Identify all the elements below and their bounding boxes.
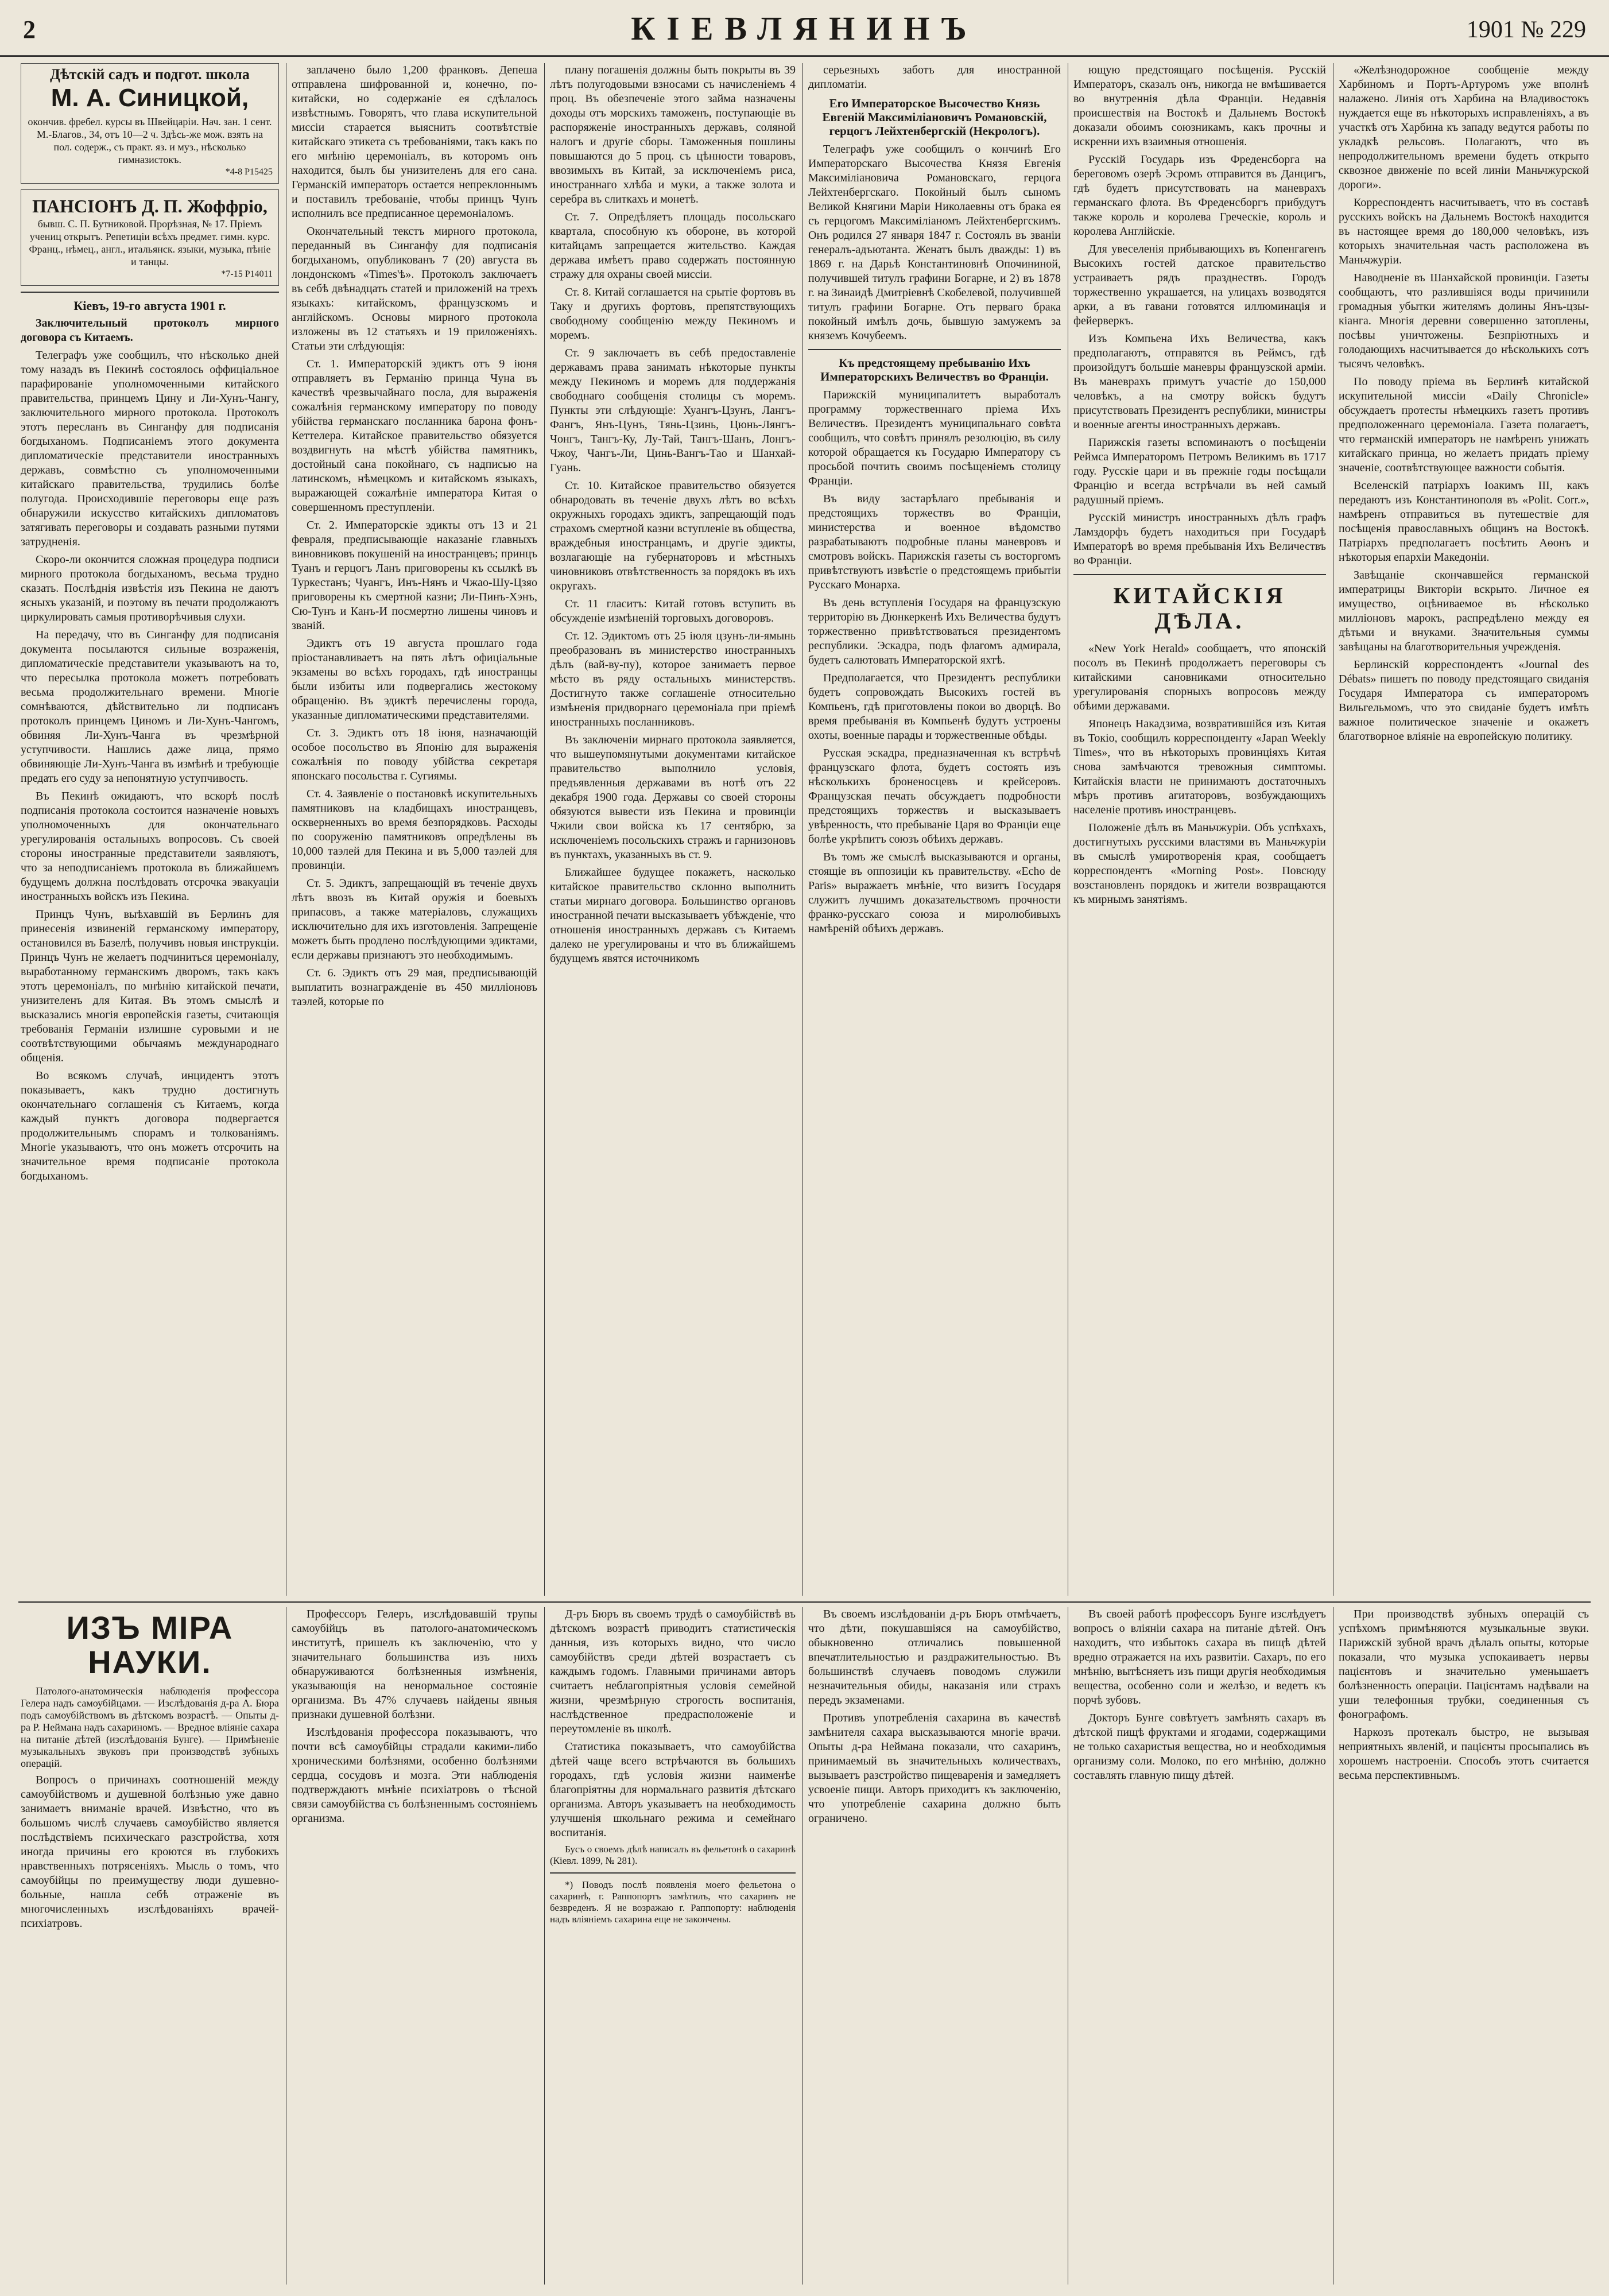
column-2 bbox=[292, 63, 537, 1595]
paragraph: Докторъ Бунге совѣтуетъ замѣнять сахаръ въ дѣтской пищѣ фруктами и ягодами, содержащими не только сахаристыя вещества, но и необходимыя организму соли. Молоко, по его мнѣнію, должно составлять главную пищу дѣтей. bbox=[1073, 1712, 1326, 1782]
ad-text: бывш. С. П. Бутниковой. Прорѣзная, № 17. Пріемъ учениц открытъ. Репетиціи всѣхъ предмет. гимн. курс. Франц., нѣмец., англ., итальянск. языки, музыка, пѣніе и танцы. bbox=[29, 218, 271, 267]
paragraph: Статистика показываетъ, что самоубійства дѣтей чаще всего встрѣчаются въ большихъ городахъ, гдѣ условія жизни наименѣе благопріятны для нормальнаго развитія дѣтскаго организма. Авторъ указываетъ на необходимость улучшенія школьнаго режима и семейнаго воспитанія. bbox=[550, 1740, 796, 1839]
obituary-headline: Его Императорское Высочество Князь Евгеній Максиміліановичъ Романовскій, герцогъ Лейхтенбергскій (Некрологъ). bbox=[822, 96, 1047, 138]
paragraph: Русскій министръ иностранныхъ дѣлъ графъ Ламздорфъ будетъ находиться при Государѣ Императорѣ во время пребыванія Ихъ Величествъ во Франціи. bbox=[1073, 511, 1326, 567]
paragraph: По поводу пріема въ Берлинѣ китайской искупительной миссіи «Daily Chronicle» обсуждаетъ протесты нѣмецкихъ газетъ противъ предположеннаго церемоніала. Газета полагаетъ, что германскій императоръ не намѣренъ унижать китайскаго принца, но желаетъ придать пріему значеніе, соотвѣтствующее важности событія. bbox=[1339, 375, 1589, 474]
column-4 bbox=[808, 63, 1061, 1595]
feuilleton-column-6 bbox=[1339, 1607, 1589, 2285]
column-rule bbox=[544, 63, 545, 1596]
paragraph: Наркозъ протекалъ быстро, не вызывая неприятныхъ явленій, и пацієнты просыпались въ хорошемъ настроеніи. Способъ этотъ считается весьма перспективнымъ. bbox=[1339, 1726, 1589, 1782]
paragraph: «Желѣзнодорожное сообщеніе между Харбиномъ и Портъ-Артуромъ уже вполнѣ налажено. Линія отъ Харбина на Владивостокъ нуждается еще въ нѣкоторыхъ исправленіяхъ, а въ участкѣ отъ Харбина къ западу ведутся работы по укладкѣ рельсовъ. Полагаютъ, что въ непродолжительномъ времени будетъ открыто сквозное движеніе по всей линіи Маньчжурской дороги». bbox=[1339, 64, 1589, 191]
paragraph: «New York Herald» сообщаетъ, что японскій посолъ въ Пекинѣ продолжаетъ переговоры съ китайскими сановниками относительно урегулированія спорныхъ вопросовъ между обѣими державами. bbox=[1073, 642, 1326, 712]
paragraph: Наводненіе въ Шанхайской провинціи. Газеты сообщаютъ, что разлившіяся воды причинили громадныя убытки жителямъ долины Янъ-цзы-кіанга. Многія деревни совершенно затоплены, посѣвы уничтожены. Безпріютныхъ и голодающихъ насчитывается до нѣсколькихъ сотъ тысячъ человѣкъ. bbox=[1339, 272, 1589, 370]
column-5 bbox=[1073, 63, 1326, 1595]
paragraph: Телеграфъ уже сообщилъ о кончинѣ Его Императорскаго Высочества Князя Евгенія Максиміліановича Романовскаго, герцога Лейхтенбергскаго. Покойный былъ сыномъ Великой Княгини Маріи Николаевны отъ брака ея съ герцогомъ Максиміліаномъ Лейхтенбергскимъ. Онъ родился 27 января 1847 г. Состоялъ въ званіи генералъ-адъютанта. Женатъ былъ дважды: 1) въ 1869 г. на Дарьѣ Константиновнѣ Опочининой, получившей титулъ графини Богарне, и 2) въ 1878 г. на Зинаидѣ Дмитріевнѣ Скобелевой, получившей титулъ графини Богарне. Отъ перваго брака покойный имѣлъ дочь, бывшую замужемъ за княземъ Кочубеемъ. bbox=[808, 143, 1061, 342]
advertisement-kindergarten bbox=[21, 63, 279, 184]
feuilleton-rule bbox=[18, 1601, 1591, 1603]
paragraph: Ст. 12. Эдиктомъ отъ 25 іюля цзунъ-ли-ямынь преобразованъ въ министерство иностранныхъ дѣлъ (вай-ву-пу), которое занимаетъ первое мѣсто въ ряду остальныхъ министерствъ. Достигнуто также соглашеніе относительно измѣненія придворнаго церемоніала при пріемѣ иностранныхъ посланниковъ. bbox=[550, 630, 796, 728]
paragraph: Ст. 11 гласитъ: Китай готовъ вступить въ обсужденіе измѣненій торговыхъ договоровъ. bbox=[550, 598, 796, 625]
paragraph: Въ заключеніи мирнаго протокола заявляется, что вышеупомянутыми документами китайское правительство выполнило условія, предъявленныя державами въ нотѣ отъ 22 декабря 1900 года. Державы со своей стороны обязуются вывести изъ Пекина и провинціи Чжили свои войска къ 17 сентябрю, за исключеніемъ посольскихъ стражъ и гарнизоновъ въ пунктахъ, указанныхъ въ ст. 9. bbox=[550, 734, 796, 861]
column-rule bbox=[802, 1607, 803, 2285]
paragraph: Вопросъ о причинахъ соотношеній между самоубійствомъ и душевной болѣзнью уже давно занимаетъ вниманіе врачей. Извѣстно, что въ большомъ числѣ случаевъ самоубійство является послѣдствіемъ психическаго разстройства, хотя иногда причины его кроются въ глубокихъ нравственныхъ потрясеніяхъ. Мысль о томъ, что самоубійцы по преимуществу люди душевно-больные, нашла себѣ отраженіе въ многочисленныхъ изслѣдованіяхъ врачей-психіатровъ. bbox=[21, 1774, 279, 1930]
paragraph: Въ Пекинѣ ожидаютъ, что вскорѣ послѣ подписанія протокола состоится назначеніе новыхъ уполномоченныхъ для окончательнаго урегулированія остальныхъ вопросовъ. Съ своей стороны иностранные представители заявляютъ, что за неподписаніемъ протокола въ ближайшемъ будущемъ должна послѣдовать отсрочка эвакуаціи иностранныхъ войскъ изъ Пекина. bbox=[21, 790, 279, 903]
newspaper-title: КІЕВЛЯНИНЪ bbox=[631, 10, 978, 47]
paragraph: Противъ употребленія сахарина въ качествѣ замѣнителя сахара высказываются многіе врачи. Опыты д-ра Неймана показали, что сахаринъ, принимаемый въ значительныхъ количествахъ, вызываетъ разстройство пищеваренія и замедляетъ усвоеніе пищи. Авторъ приходитъ къ заключенію, что употребленіе сахарина должно быть ограничено. bbox=[808, 1712, 1061, 1825]
section-heading-china: КИТАЙСКІЯ ДѢЛА. bbox=[1113, 583, 1286, 634]
paragraph: Парижскія газеты вспоминаютъ о посѣщеніи Реймса Императоромъ Петромъ Великимъ въ 1717 году. Русскіе цари и въ прежніе годы посѣщали Францію и всегда встрѣчали въ ней самый радушный пріемъ. bbox=[1073, 436, 1326, 506]
divider bbox=[808, 349, 1061, 350]
ad-code: *4-8 Р15425 bbox=[225, 167, 273, 177]
paragraph: Положеніе дѣлъ въ Маньчжуріи. Объ успѣхахъ, достигнутыхъ русскими властями въ Маньчжуріи въ смыслѣ умиротворенія края, сообщаетъ корреспондентъ «Morning Post». Повсюду возстановленъ порядокъ и жители возвращаются къ мирнымъ занятіямъ. bbox=[1073, 821, 1326, 906]
paragraph: плану погашенія должны быть покрыты въ 39 лѣтъ полугодовыми взносами съ начисленіемъ 4 проц. Въ обезпеченіе этого займа назначены доходы отъ морскихъ таможенъ, поступающіе въ распоряженіе иностранныхъ державъ, соляной налогъ и другіе сборы. Таможенныя пошлины повышаются до 5 проц. съ цѣнности товаровъ, ввозимыхъ въ Китай, за исключеніемъ риса, иностраннаго хлѣба и муки, а также золота и серебра въ слиткахъ и монетѣ. bbox=[550, 64, 796, 205]
source-note: Бусъ о своемъ дѣлѣ написалъ въ фельетонѣ о сахаринѣ (Кіевл. 1899, № 281). bbox=[550, 1844, 796, 1866]
footnote: *) Поводъ послѣ появленія моего фельетона о сахаринѣ, г. Раппопортъ замѣтилъ, что сахаринъ не безвреденъ. Я не возражаю г. Раппопорту: наблюденія надъ вліяніемъ сахарина еще не закончены. bbox=[550, 1879, 796, 1925]
paragraph: Японецъ Накадзима, возвратившійся изъ Китая въ Токіо, сообщилъ корреспонденту «Japan Weekly Times», что въ нѣкоторыхъ провинціяхъ Китая снова замѣчаются тревожныя симптомы. Китайскія власти не принимаютъ достаточныхъ мѣръ противъ агитаторовъ, возбуждающихъ населеніе противъ иностранцевъ. bbox=[1073, 718, 1326, 816]
paragraph: Въ томъ же смыслѣ высказываются и органы, стоящіе въ оппозиціи къ правительству. «Echo de Paris» выражаетъ мнѣніе, что визитъ Государя служитъ лучшимъ доказательствомъ прочности франко-русскаго союза и миролюбивыхъ намѣреній обѣихъ державъ. bbox=[808, 851, 1061, 935]
paragraph: Ближайшее будущее покажетъ, насколько китайское правительство склонно выполнить статьи мирнаго договора. Большинство органовъ иностранной печати высказываетъ убѣжденіе, что отношенія иностранныхъ державъ съ Китаемъ далеко не урегулированы и что въ ближайшемъ будущемъ явятся источникомъ bbox=[550, 866, 796, 965]
paragraph: Ст. 6. Эдиктъ отъ 29 мая, предписывающій выплатить вознагражденіе въ 450 милліоновъ таэлей, которые по bbox=[292, 967, 537, 1008]
paragraph: серьезныхъ заботъ для иностранной дипломатіи. bbox=[808, 64, 1061, 91]
article-lead: Заключительный протоколъ мирного договора съ Китаемъ. bbox=[21, 317, 279, 344]
feuilleton-column-4 bbox=[808, 1607, 1061, 2285]
divider bbox=[1073, 574, 1326, 575]
ad-text: окончив. фребел. курсы въ Швейцаріи. Нач. зан. 1 сент. М.-Благов., 34, отъ 10—2 ч. Здѣсь-же мож. взять на пол. содерж., съ практ. яз. и муз., нѣсколько гимназистокъ. bbox=[28, 116, 272, 165]
paragraph: Предполагается, что Президентъ республики будетъ сопровождать Высокихъ гостей въ Компьенъ, гдѣ приготовлены покои во дворцѣ. Во время пребыванія въ Компьенѣ будутъ устроены охоты, военные парады и торжественные обѣды. bbox=[808, 672, 1061, 742]
paragraph: Изслѣдованія профессора показываютъ, что почти всѣ самоубійцы страдали какими-либо хроническими болѣзнями, особенно болѣзнями сердца, сосудовъ и мозга. Эти наблюденія подтверждаютъ мнѣніе психіатровъ о тѣсной связи самоубійства съ болѣзненнымъ состояніемъ организма. bbox=[292, 1726, 537, 1825]
feuilleton-column-2 bbox=[292, 1607, 537, 2285]
paragraph: Берлинскій корреспондентъ «Journal des Débats» пишетъ по поводу предстоящаго свиданія Государя Императора съ императоромъ Вильгельмомъ, что это свиданіе будетъ имѣть важное политическое значеніе и окажетъ благотворное вліяніе на европейскую политику. bbox=[1339, 658, 1589, 743]
paragraph: Ст. 5. Эдиктъ, запрещающій въ теченіе двухъ лѣтъ ввозъ въ Китай оружія и боевыхъ припасовъ, а также матеріаловъ, служащихъ исключительно для ихъ изготовленія. Запрещеніе можетъ быть продлено послѣдующими эдиктами, если державы признаютъ это необходимымъ. bbox=[292, 877, 537, 961]
column-6 bbox=[1339, 63, 1589, 1595]
column-rule bbox=[544, 1607, 545, 2285]
paragraph: Эдиктъ отъ 19 августа прошлаго года пріостанавливаетъ на пять лѣтъ офиціальные экзамены во всѣхъ городахъ, гдѣ иностранцы были избиты или подвергались жестокому обращенію. Въ эдиктѣ перечислены города, указанные дипломатическими представителями. bbox=[292, 637, 537, 722]
feuilleton-title: ИЗЪ МІРА НАУКИ. bbox=[66, 1609, 234, 1680]
column-3 bbox=[550, 63, 796, 1595]
paragraph: Профессоръ Гелеръ, изслѣдовавшій трупы самоубійцъ въ патолого-анатомическомъ институтѣ, пришелъ къ заключенію, что у значительнаго большинства изъ нихъ обнаруживаются болѣзненныя измѣненія, указывающія на ненормальное состояніе организма. Въ 47% случаевъ найдены явныя признаки душевной болѣзни. bbox=[292, 1608, 537, 1721]
paragraph: заплачено было 1,200 франковъ. Депеша отправлена шифрованной и, конечно, по-китайски, но содержаніе ея сдѣлалось извѣстнымъ. Говорятъ, что глава искупительной миссіи старается выяснить соотвѣтствіе китайскаго этикета съ требованіями, такъ какъ по его мнѣнію церемоніалъ, въ которомъ онъ находится, былъ бы унизителенъ для его сана. Германскій императоръ остается непреклоннымъ и поставилъ требованіе, чтобы принцъ Чунъ исполнилъ все предписанное церемоніаломъ. bbox=[292, 64, 537, 220]
paragraph: Ст. 8. Китай соглашается на срытіе фортовъ въ Таку и другихъ фортовъ, препятствующихъ свободному сообщенію между Пекиномъ и моремъ. bbox=[550, 286, 796, 342]
paragraph: Во всякомъ случаѣ, инцидентъ этотъ показываетъ, какъ трудно достигнуть окончательнаго соглашенія съ Китаемъ, когда каждый пунктъ договора подвергается продолжительнымъ спорамъ и толкованіямъ. Многіе указываютъ, что онъ можетъ отсрочить на значительное время подписаніе протокола богдыханомъ. bbox=[21, 1069, 279, 1182]
paragraph: Скоро-ли окончится сложная процедура подписи мирного протокола богдыханомъ, весьма трудно сказать. Послѣднія извѣстія изъ Пекина не даютъ ясныхъ указаній, и поэтому въ печати продолжаютъ циркулировать самыя противорѣчивыя слухи. bbox=[21, 553, 279, 623]
paragraph: Ст. 4. Заявленіе о постановкѣ искупительныхъ памятниковъ на кладбищахъ иностранцевъ, оскверненныхъ во время безпорядковъ. Расходы по сооруженію памятниковъ опредѣлены въ 10,000 таэлей для Пекина и въ 5,000 таэлей для провинціи. bbox=[292, 788, 537, 872]
ad-name: М. А. Синицкой, bbox=[51, 84, 249, 112]
paragraph: Въ своей работѣ профессоръ Бунге изслѣдуетъ вопросъ о вліяніи сахара на питаніе дѣтей. Онъ находитъ, что избытокъ сахара въ пищѣ дѣтей вредно отражается на ихъ развитіи. Сахаръ, по его мнѣнію, вытѣсняетъ изъ пищи другія необходимыя вещества, особенно соли и желѣзо, и ведетъ къ порчѣ зубовъ. bbox=[1073, 1608, 1326, 1707]
issue-number: 1901 № 229 bbox=[1466, 17, 1586, 43]
paragraph: Въ виду застарѣлаго пребыванія и предстоящихъ торжествъ во Франціи, министерства и военное вѣдомство разрабатываютъ подробные планы маневровъ и смотровъ войскъ. Парижскія газеты съ восторгомъ привѣтствуютъ извѣстіе о предстоящемъ прибытіи Русскаго Монарха. bbox=[808, 492, 1061, 591]
page-number: 2 bbox=[23, 15, 36, 44]
divider bbox=[550, 1872, 796, 1874]
ad-heading: Дѣтскій садъ и подгот. школа bbox=[50, 66, 250, 83]
feuilleton-column-1 bbox=[21, 1607, 279, 2285]
paragraph: Ст. 10. Китайское правительство обязуется обнародовать въ теченіе двухъ лѣтъ во всѣхъ окружныхъ городахъ эдиктъ, запрещающій подъ страхомъ смертной казни вступленіе въ общества, враждебныя иностранцамъ, и другіе эдикты, возлагающіе на губернаторовъ и мѣстныхъ чиновниковъ отвѣтственность за порядокъ въ ихъ округахъ. bbox=[550, 479, 796, 592]
paragraph: Русская эскадра, предназначенная къ встрѣчѣ французскаго флота, будетъ состоять изъ нѣсколькихъ броненосцевъ и крейсеровъ. Французская печать обсуждаетъ подробности предстоящихъ торжествъ и высказываетъ увѣренность, что пребываніе Царя во Франціи еще болѣе укрѣпитъ союзъ обѣихъ державъ. bbox=[808, 747, 1061, 846]
feuilleton-abstract: Патолого-анатомическія наблюденія профессора Гелера надъ самоубійцами. — Изслѣдованія д-ра А. Бюра подъ самоубійствомъ въ дѣтскомъ возрастѣ. — Опыты д-ра Р. Неймана надъ сахариномъ. — Вредное вліяніе сахара на питаніе дѣтей (изслѣдованія Бунге). — Примѣненіе музыкальныхъ звуковъ при производствѣ зубныхъ операцій. bbox=[21, 1685, 279, 1769]
paragraph: ющую предстоящаго посѣщенія. Русскій Императоръ, сказалъ онъ, никогда не вмѣшивается во внутреннія дѣла Франціи. Недавнія происшествія на Востокѣ и Дальнемъ Востокѣ доказали обоимъ союзникамъ, какъ прочны и искренни ихъ взаимныя отношенія. bbox=[1073, 64, 1326, 148]
masthead bbox=[0, 0, 1609, 57]
paragraph: Ст. 7. Опредѣляетъ площадь посольскаго квартала, способную къ обороне, въ которой китайцамъ запрещается жительство. Каждая держава имѣетъ право содержать постоянную стражу для охраны своей миссіи. bbox=[550, 211, 796, 281]
paragraph: Въ своемъ изслѣдованіи д-ръ Бюръ отмѣчаетъ, что дѣти, покушавшіяся на самоубійство, обыкновенно отличались повышенной впечатлительностью и раздражительностью. Въ большинствѣ случаевъ поводомъ служили незначительныя обиды, наказанія или страхъ передъ экзаменами. bbox=[808, 1608, 1061, 1707]
paragraph: Ст. 3. Эдиктъ отъ 18 іюня, назначающій особое посольство въ Японію для выраженія сожалѣнія по поводу убійства секретаря японскаго посольства г. Сугиямы. bbox=[292, 727, 537, 782]
paragraph: На передачу, что въ Синганфу для подписанія документа посылаются сильные возраженія, дипломатическіе представители указываютъ на то, что пересылка протокола можетъ потребовать весьма продолжительнаго времени. Многіе сомнѣваются, дѣйствительно ли подписанъ протоколъ принцемъ Циномъ и Ли-Хунъ-Чангомъ, обвиняя Ли-Хунъ-Чанга въ чрезмѣрной уступчивости. Нашлись даже лица, прямо обвиняющіе Ли-Хунъ-Чанга въ измѣнѣ и требующіе предать его суду за непонятную уступчивость. bbox=[21, 629, 279, 785]
dateline: Кіевъ, 19-го августа 1901 г. bbox=[73, 298, 226, 313]
column-1 bbox=[21, 63, 279, 1595]
column-rule bbox=[802, 63, 803, 1596]
paragraph: Парижскій муниципалитетъ выработалъ программу торжественнаго пріема Ихъ Величествъ. Президентъ муниципальнаго совѣта сообщилъ, что совѣтъ принялъ резолюцію, въ силу которой обращается къ Государю Императору съ просьбой почтить своимъ посѣщеніемъ столицу Франціи. bbox=[808, 389, 1061, 487]
paragraph: Изъ Компьена Ихъ Величества, какъ предполагаютъ, отправятся въ Реймсъ, гдѣ произойдутъ большіе маневры французской арміи. Въ маневрахъ примутъ участіе до 150,000 человѣкъ, а на смотру войскъ будутъ присутствовать Президентъ республики, министры и военные агенты иностранныхъ державъ. bbox=[1073, 332, 1326, 431]
paragraph: Корреспондентъ насчитываетъ, что въ составѣ русскихъ войскъ на Дальнемъ Востокѣ находится въ настоящее время до 180,000 человѣкъ, изъ которыхъ значительная часть расположена въ Маньчжуріи. bbox=[1339, 196, 1589, 266]
paragraph: Русскій Государь изъ Фреденсборга на береговомъ озерѣ Эсромъ отправится въ Данцигъ, гдѣ будетъ присутствовать на маневрахъ германскаго флота. Въ Фреденсборгъ прибудутъ также король и королева Греческіе, король и королева Англійскіе. bbox=[1073, 153, 1326, 238]
feuilleton-column-3 bbox=[550, 1607, 796, 2285]
divider bbox=[21, 292, 279, 293]
ad-heading: ПАНСІОНЪ Д. П. Жоффріо, bbox=[32, 196, 267, 216]
paragraph: Вселенскій патріархъ Іоакимъ III, какъ передаютъ изъ Константинополя въ «Polit. Corr.», намѣренъ отправиться въ путешествіе для посѣщенія православныхъ общинъ на Востокѣ. Патріархъ предполагаетъ посѣтить Аѳонъ и нѣкоторыя епархіи Македоніи. bbox=[1339, 479, 1589, 564]
paragraph: Завѣщаніе скончавшейся германской императрицы Викторіи вскрыто. Личное ея имущество, оцѣниваемое въ нѣсколько милліоновъ марокъ, распредѣлено между ея дѣтьми и внуками. Значительныя суммы завѣщаны на благотворительныя учрежденія. bbox=[1339, 569, 1589, 653]
paragraph: Ст. 9 заключаетъ въ себѣ предоставленіе державамъ права занимать нѣкоторые пункты между Пекиномъ и моремъ для поддержанія свободнаго сообщенія столицы съ моремъ. Пункты эти слѣдующіе: Хуангъ-Цзунъ, Лангъ-Фангъ, Янъ-Цунъ, Тянь-Цзинь, Цюнь-Лянгъ-Чонгъ, Тангъ-Ку, Лу-Тай, Тангъ-Шанъ, Лонгъ-Чжоу, Чангъ-Ли, Цинь-Вангъ-Тао и Шанхай-Гуань. bbox=[550, 347, 796, 474]
article-headline: Къ предстоящему пребыванію Ихъ Императорскихъ Величествъ во Франціи. bbox=[820, 356, 1049, 383]
paragraph: Въ день вступленія Государя на французскую территорію въ Дюнкеркенѣ Ихъ Величества будутъ торжественно привѣтствоваться президентомъ республики. Эскадра, подъ флагомъ адмирала, будетъ салютовать Императорской яхтѣ. bbox=[808, 596, 1061, 666]
ad-code: *7-15 Р14011 bbox=[221, 269, 273, 279]
feuilleton-column-5 bbox=[1073, 1607, 1326, 2285]
paragraph: Ст. 1. Императорскій эдиктъ отъ 9 іюня отправляетъ въ Германію принца Чуна въ качествѣ чрезвычайнаго посла, для выраженія сожалѣнія германскому императору по поводу убійства германскаго посланника барона фонъ-Кеттелера. Китайское правительство обязуется воздвигнуть на мѣстѣ убійства памятникъ, достойный сана покойнаго, съ надписью на латинскомъ, нѣмецкомъ и китайскомъ языкахъ, выражающей сожалѣніе императора Китая о совершенномъ преступленіи. bbox=[292, 358, 537, 514]
paragraph: Для увеселенія прибывающихъ въ Копенгагенъ Высокихъ гостей датское правительство устраиваетъ рядъ празднествъ. Городъ торжественно украшается, на улицахъ возводятся арки, а въ гавани готовятся иллюминація и фейерверкъ. bbox=[1073, 243, 1326, 327]
paragraph: Окончательный текстъ мирного протокола, переданный въ Синганфу для подписанія богдыханомъ, опубликованъ 7 (20) августа въ лондонскомъ «Times'ѣ». Протоколъ заключаетъ въ себѣ двѣнадцать статей и приложеній на трехъ языкахъ: китайскомъ, французскомъ и англійскомъ. Основы мирного протокола изложены въ 12 статьяхъ и 19 приложеніяхъ. Статьи эти слѣдующія: bbox=[292, 225, 537, 352]
paragraph: Телеграфъ уже сообщилъ, что нѣсколько дней тому назадъ въ Пекинѣ состоялось оффиціальное парафированіе уполномоченными китайского правительства, принцемъ Цину и Ли-Хунъ-Чангу, заключительного мирного протокола. Протоколъ этотъ пересланъ въ Синганфу для подписанія богдыханомъ. Подписаніемъ этого документа дипломатическіе представители иностранныхъ державъ, совмѣстно съ уполномоченными китайскаго правительства, трудились болѣе полугода. Происходившіе переговоры еще разъ обнаружили искусство китайскихъ дипломатовъ затягивать переговоры и создавать разными путями затрудненія. bbox=[21, 349, 279, 548]
advertisement-boarding-house bbox=[21, 189, 279, 286]
paragraph: Принцъ Чунъ, выѣхавшій въ Берлинъ для принесенія извиненій германскому императору, остановился въ Базелѣ, получивъ новыя инструкціи. Принцъ Чунъ не желаетъ подчиниться церемоніалу, выработанному германскимъ дворомъ, такъ какъ этотъ церемоніалъ, по мнѣнію китайской печати, унизителенъ для Китая. Въ этомъ смыслѣ и высказались многія европейскія газеты, считающія требованія Германіи излишне суровыми и не соотвѣтствующими обычаямъ международнаго общенія. bbox=[21, 908, 279, 1064]
paragraph: Ст. 2. Императорскіе эдикты отъ 13 и 21 февраля, предписывающіе наказаніе главныхъ виновниковъ покушеній на иностранцевъ; принцъ Туанъ и герцогъ Ланъ приговорены къ ссылкѣ въ Туркестанъ; Чуангъ, Инъ-Нянъ и Чжао-Шу-Цзяо приговорены къ смертной казни; Ли-Пинъ-Хэнъ, Сю-Тунъ и Канъ-И посмертно лишены чиновъ и званій. bbox=[292, 519, 537, 632]
paragraph: При производствѣ зубныхъ операцій съ успѣхомъ примѣняются музыкальные звуки. Парижскій зубной врачъ дѣлалъ опыты, которые показали, что музыка успокаиваетъ нервы пацієнтовъ и значительно уменьшаетъ болѣзненность операціи. Пацієнтамъ надѣвали на уши телефонныя трубки, соединенныя съ фонографомъ. bbox=[1339, 1608, 1589, 1721]
paragraph: Д-ръ Бюръ въ своемъ трудѣ о самоубійствѣ въ дѣтскомъ возрастѣ приводитъ статистическія данныя, изъ которыхъ видно, что число самоубійствъ среди дѣтей возрастаетъ съ каждымъ годомъ. Главными причинами авторъ считаетъ неблагопріятныя условія семейной жизни, чрезмѣрную строгость воспитанія, наслѣдственное предрасположеніе и переутомленіе въ школѣ. bbox=[550, 1608, 796, 1735]
